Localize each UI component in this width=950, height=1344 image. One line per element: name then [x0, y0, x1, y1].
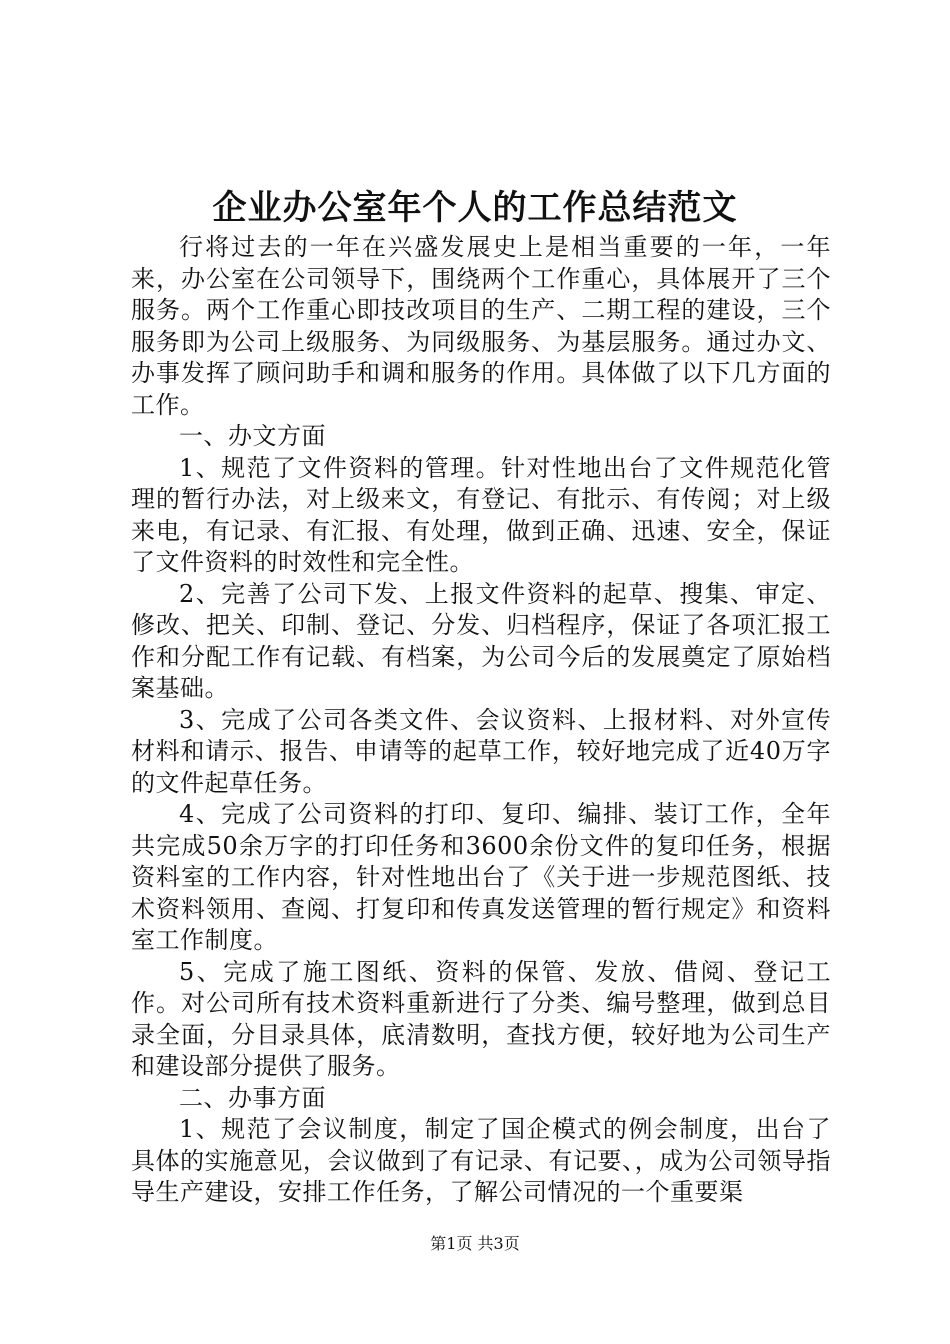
document-title: 企业办公室年个人的工作总结范文	[212, 188, 738, 228]
intro-paragraph: 行将过去的一年在兴盛发展史上是相当重要的一年，一年来，办公室在公司领导下，围绕两个工作重心，具体展开了三个服务。两个工作重心即技改项目的生产、二期工程的建设，三个服务即为公司上级服务、为同级服务、为基层服务。通过办文、办事发挥了顾问助手和调和服务的作用。具体做了以下几方面的工作。	[131, 233, 831, 419]
paragraph-item-2: 2、完善了公司下发、上报文件资料的起草、搜集、审定、修改、把关、印制、登记、分发、归档程序，保证了各项汇报工作和分配工作有记载、有档案，为公司今后的发展奠定了原始档案基础。	[131, 579, 831, 702]
paragraph-item-1: 1、规范了文件资料的管理。针对性地出台了文件规范化管理的暂行办法，对上级来文，有登记、有批示、有传阅；对上级来电，有记录、有汇报、有处理，做到正确、迅速、安全，保证了文件资料的时效性和完全性。	[131, 453, 831, 576]
paragraph-item-3: 3、完成了公司各类文件、会议资料、上报材料、对外宣传材料和请示、报告、申请等的起草工作，较好地完成了近40万字的文件起草任务。	[131, 705, 831, 797]
paragraph-item-4: 4、完成了公司资料的打印、复印、编排、装订工作，全年共完成50余万字的打印任务和3600余份文件的复印任务，根据资料室的工作内容，针对性地出台了《关于进一步规范图纸、技术资料领用、查阅、打复印和传真发送管理的暂行规定》和资料室工作制度。	[131, 800, 831, 954]
page-number-footer: 第1页 共3页	[430, 1234, 520, 1253]
paragraph-affairs-item-1: 1、规范了会议制度，制定了国企模式的例会制度，出台了具体的实施意见，会议做到了有记录、有记要、，成为公司领导指导生产建设，安排工作任务，了解公司情况的一个重要渠	[131, 1115, 831, 1206]
paragraph-item-5: 5、完成了施工图纸、资料的保管、发放、借阅、登记工作。对公司所有技术资料重新进行了分类、编号整理，做到总目录全面，分目录具体，底清数明，查找方便，较好地为公司生产和建设部分提供了服务。	[131, 957, 831, 1080]
section-heading-documents: 一、办文方面	[179, 422, 326, 450]
section-heading-affairs: 二、办事方面	[179, 1083, 326, 1112]
document-body	[131, 232, 831, 1209]
